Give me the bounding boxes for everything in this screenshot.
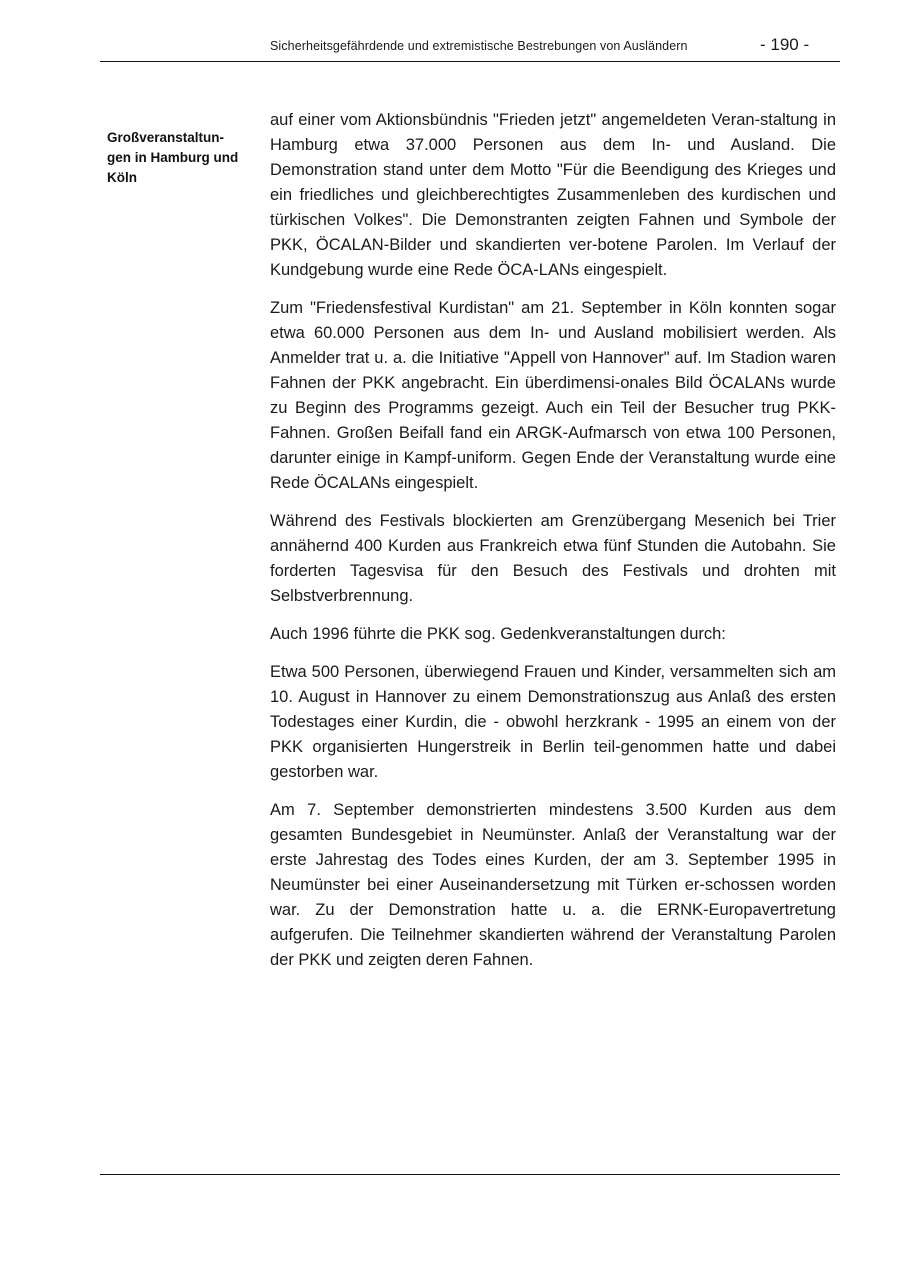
page-header [100,30,840,61]
running-header-title: Sicherheitsgefährdende und extremistische Bestrebungen von Ausländern [270,39,688,53]
margin-note-line: gen in Hamburg und [107,150,239,165]
paragraph: Etwa 500 Personen, überwiegend Frauen und Kinder, versammelten sich am 10. August in Hannover zu einem Demonstrationszug aus Anlaß des ersten Todestages einer Kurdin, die - obwohl herzkrank - 1995 an einem von der PKK organisierten Hungerstreik in Berlin teil-genommen hatte und dabei gestorben war. [270,663,836,781]
paragraph: Auch 1996 führte die PKK sog. Gedenkveranstaltungen durch: [270,625,726,643]
paragraph: Am 7. September demonstrierten mindestens 3.500 Kurden aus dem gesamten Bundesgebiet in Neumünster. Anlaß der Veranstaltung war der erste Jahrestag des Todes eines Kurden, der am 3. September 1995 in Neumünster bei einer Auseinandersetzung mit Türken er-schossen worden war. Zu der Demonstration hatte u. a. die ERNK-Europavertretung aufgerufen. Die Teilnehmer skandierten während der Veranstaltung Parolen der PKK und zeigten deren Fahnen. [270,801,836,969]
margin-note [107,128,265,188]
header-rule [100,61,840,62]
footer-rule [100,1174,840,1175]
body-text [270,108,836,986]
paragraph: auf einer vom Aktionsbündnis "Frieden jetzt" angemeldeten Veran-staltung in Hamburg etwa 37.000 Personen aus dem In- und Ausland. Die Demonstration stand unter dem Motto "Für die Beendigung des Krieges und ein friedliches und gleichberechtigtes Zusammenleben des kurdischen und türkischen Volkes". Die Demonstranten zeigten Fahnen und Symbole der PKK, ÖCALAN-Bilder und skandierten ver-botene Parolen. Im Verlauf der Kundgebung wurde eine Rede ÖCA-LANs eingespielt. [270,111,836,279]
page-number: - 190 - [760,35,810,54]
paragraph: Zum "Friedensfestival Kurdistan" am 21. September in Köln konnten sogar etwa 60.000 Personen aus dem In- und Ausland mobilisiert werden. Als Anmelder trat u. a. die Initiative "Appell von Hannover" auf. Im Stadion waren Fahnen der PKK angebracht. Ein überdimensi-onales Bild ÖCALANs wurde zu Beginn des Programms gezeigt. Auch ein Teil der Besucher trug PKK-Fahnen. Großen Beifall fand ein ARGK-Aufmarsch von etwa 100 Personen, darunter einige in Kampf-uniform. Gegen Ende der Veranstaltung wurde eine Rede ÖCALANs eingespielt. [270,299,836,492]
paragraph: Während des Festivals blockierten am Grenzübergang Mesenich bei Trier annähernd 400 Kurden aus Frankreich etwa fünf Stunden die Autobahn. Sie forderten Tagesvisa für den Besuch des Festivals und drohten mit Selbstverbrennung. [270,512,836,605]
margin-note-line: Köln [107,170,137,185]
margin-note-line: Großveranstaltun- [107,130,225,145]
